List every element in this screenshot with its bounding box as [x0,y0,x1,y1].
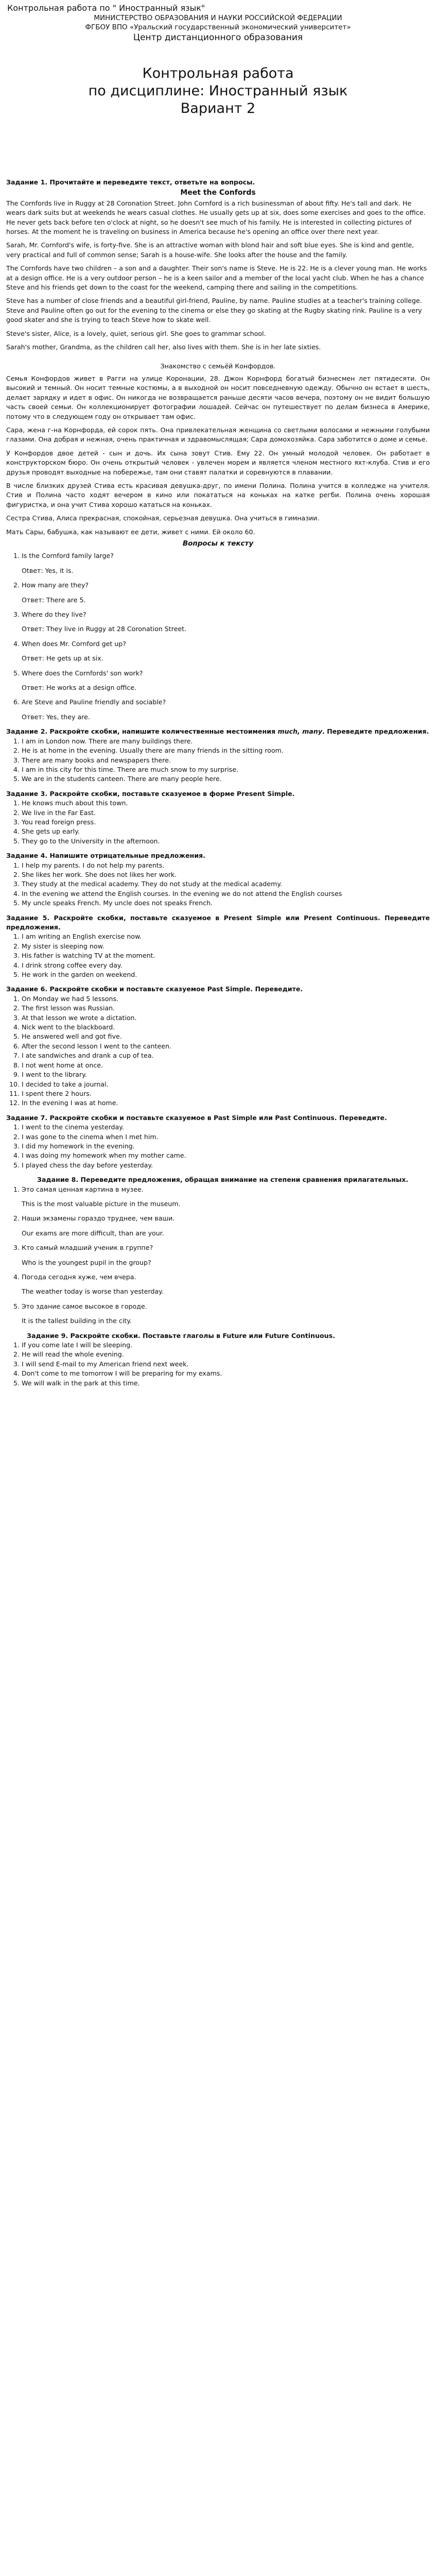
title-line-2: по дисциплине: Иностранный язык [88,83,348,99]
list-item: 4. I am in this city for this time. There are much snow to my surprise. [22,765,430,774]
en-paragraph: The Cornfords have two children – a son and a daughter. Their son's name is Steve. He is 22. He is a clever young man. He works at a design office. He is a very outdoor person – he is a keen sailor and a member of the local yacht club. When he has a chance Steve and his friends get down to the coast for the weekend, camping there and sailing in the competitions. [6,264,427,292]
title-line-3: Вариант 2 [180,100,256,116]
ru-sentence: 5. Это здание самое высокое в городе. [22,1302,147,1310]
en-paragraph: Sarah's mother, Grandma, as the children call her, also lives with them. She is in her late sixties. [6,343,321,351]
task2-list [6,737,430,784]
list-item: 4. I drink strong coffee every day. [22,961,430,970]
task2-heading-a: Задание 2. Раскройте скобки, напишите количественные местоимения [6,727,276,736]
ru-sentence: 4. Погода сегодня хуже, чем вчера. [22,1273,136,1281]
task7-heading: Задание 7. Раскройте скобки и поставьте сказуемое в Past Simple или Past Continuous. Переведите. [6,1113,387,1122]
en-sentence: Who is the youngest pupil in the group? [22,1258,151,1266]
list-item: 2. I was gone to the cinema when I met him. [22,1132,430,1142]
list-item: 4. In the evening we attend the English courses. In the evening we do not attend the English courses [22,889,430,899]
questions-title: Вопросы к тексту [182,539,254,548]
title-line-1: Контрольная работа [142,65,294,81]
list-item: 5. He answered well and got five. [22,1032,430,1041]
en-sentence: It is the tallest building in the city. [22,1317,132,1325]
list-item [22,551,430,575]
answer: Ответ: They live in Ruggy at 28 Coronation Street. [22,625,187,633]
list-item: 5. We are in the students canteen. There are many people here. [22,774,430,784]
question: 2. How many are they? [22,581,89,589]
task6-list [6,994,430,1108]
ru-sentence: 1. Это самая ценная картина в музее. [22,1185,144,1193]
task3-list [6,799,430,846]
document-body [0,178,436,1388]
list-item: 9. I went to the library. [22,1070,430,1079]
en-sentence: Our exams are more difficult, than are your. [22,1229,164,1237]
answer: Ответ: Yes, they are. [22,713,90,721]
ministry-line: МИНИСТЕРСТВО ОБРАЗОВАНИЯ И НАУКИ РОССИЙСКОЙ ФЕДЕРАЦИИ [94,14,342,22]
title-block [0,65,436,117]
task2-heading-b: much, many [277,727,322,736]
russian-text [6,374,430,537]
list-item: 5. My uncle speaks French. My uncle does not speaks French. [22,899,430,908]
list-item: 1. He knows much about this town. [22,799,430,808]
list-item [22,581,430,605]
list-item: 8. I not went home at once. [22,1061,430,1070]
list-item: 10. I decided to take a journal. [22,1080,430,1089]
list-item: 4. Nick went to the blackboard. [22,1023,430,1032]
list-item: 2. The first lesson was Russian. [22,1004,430,1013]
ru-paragraph: Семья Конфордов живет в Рагги на улице Коронации, 28. Джон Корнфорд богатый бизнесмен лет пятидесяти. Он высокий и темный. Он носит темные костюмы, а в выходной он носит повседневную одежду. Обычно он встает в шесть, делает зарядку и идет в офис. Он никогда не возвращается раньше десяти часов вечера, поэтому он не видит большую часть своей семьи. Он коллекционирует фотографии лошадей. Сейчас он путешествует по делам бизнеса в Америке, потому что в следующем году он открывает там офис. [6,374,430,420]
en-sentence: The weather today is worse than yesterday. [22,1287,164,1296]
list-item: 7. I ate sandwiches and drank a cup of tea. [22,1051,430,1060]
list-item [22,1302,430,1326]
list-item [22,1214,430,1238]
ru-sentence: 3. Кто самый младший ученик в группе? [22,1244,153,1252]
list-item: 2. He will read the whole evening. [22,1350,430,1359]
question: 1. Is the Cornford family large? [22,552,114,560]
ru-sentence: 2. Наши экзамены гораздо труднее, чем ваши. [22,1214,175,1223]
task8-heading: Задание 8. Переведите предложения, обращая внимание на степени сравнения прилагательных. [37,1176,409,1184]
center-line: Центр дистанционного образования [133,32,303,43]
list-item [22,1243,430,1267]
ru-paragraph: Мать Сары, бабушка, как называют ее дети, живет с ними. Ей около 60. [6,528,255,536]
university-line: ФГБОУ ВПО «Уральский государственный экономический университет» [85,23,351,31]
list-item [22,610,430,634]
en-sentence: This is the most valuable picture in the museum. [22,1199,181,1208]
header-title: Контрольная работа по " Иностранный язык" [7,3,205,13]
list-item: 6. After the second lesson I went to the canteen. [22,1042,430,1051]
question: 5. Where does the Cornfords' son work? [22,669,143,677]
list-item: 3. I did my homework in the evening. [22,1142,430,1151]
list-item [22,1273,430,1297]
list-item: 5. He work in the garden on weekend. [22,970,430,979]
list-item: 3. There are many books and newspapers there. [22,756,430,765]
ru-title: Знакомство с семьёй Конфордов. [160,362,276,370]
answer: Ответ: There are 5. [22,596,86,604]
list-item: 1. I am writing an English exercise now. [22,932,430,941]
list-item: 1. I am in London now. There are many buildings there. [22,737,430,746]
document-header [0,0,436,43]
list-item: 5. I played chess the day before yesterday. [22,1161,430,1170]
list-item: 4. I was doing my homework when my mother came. [22,1151,430,1160]
list-item [22,669,430,693]
question: 6. Are Steve and Pauline friendly and sociable? [22,698,166,706]
list-item: 3. At that lesson we wrote a dictation. [22,1013,430,1023]
task1-heading: Задание 1. Прочитайте и переведите текст, ответьте на вопросы. [6,178,255,186]
text-title: Meet the Confords [180,189,256,197]
task8-list [6,1185,430,1326]
list-item: 3. They study at the medical academy. They do not study at the medical academy. [22,879,430,889]
task2-heading [6,727,430,736]
task7-list [6,1123,430,1170]
ru-paragraph: У Конфордов двое детей - сын и дочь. Их сына зовут Стив. Ему 22. Он умный молодой человек. Он работает в конструкторском бюро. Он очень открытый человек - увлечен морем и является членом местного яхт-клуба. Стив и его друзья проводят выходные на побережье, там они ставят палатки и соревнуются в плавании. [6,449,430,476]
questions-list [6,551,430,722]
list-item: 3. His father is watching TV at the moment. [22,951,430,960]
list-item [22,1185,430,1209]
list-item: 2. She likes her work. She does not likes her work. [22,870,430,879]
answer: Ответ: He works at a design office. [22,684,136,692]
task4-heading: Задание 4. Напишите отрицательные предложения. [6,852,205,860]
ru-paragraph: Сестра Стива, Алиса прекрасная, спокойная, серьезная девушка. Она учиться в гимназии. [6,514,320,522]
list-item: 12. In the evening I was at home. [22,1098,430,1108]
answer: Otвет: Yes, it is. [22,566,74,574]
task9-list [6,1341,430,1388]
task3-heading: Задание 3. Раскройте скобки, поставьте сказуемое в форме Present Simple. [6,789,295,798]
english-text [6,199,430,352]
ru-paragraph: Сара, жена г-на Корнфорда, ей сорок пять. Она привлекательная женщина со светлыми волосами и нежными голубыми глазами. Она добрая и нежная, очень практичная и здравомыслящая; Сара домохозяйка. Сара заботится о доме и семье. [6,426,430,444]
list-item: 4. Don't come to me tomorrow I will be preparing for my exams. [22,1369,430,1378]
list-item: 2. We live in the Far East. [22,808,430,818]
task5-list [6,932,430,979]
question: 3. Where do they live? [22,611,86,619]
list-item: 1. If you come late I will be sleeping. [22,1341,430,1350]
task5-heading: Задание 5. Раскройте скобки, поставьте сказуемое в Present Simple или Present Continuous. Переведите предложения. [6,913,430,931]
task2-heading-c: . Переведите предложения. [322,727,429,736]
question: 4. When does Mr. Cornford get up? [22,639,126,648]
list-item: 2. My sister is sleeping now. [22,942,430,951]
ru-paragraph: В числе близких друзей Стива есть красивая девушка-друг, по имени Полина. Полина учится в колледже на учителя. Стив и Полина часто ходят вечером в кино или покататься на коньках на катке регби. Полина очень хорошая фигуристка, и она учит Стива хорошо кататься на коньках. [6,481,430,509]
list-item: 1. I went to the cinema yesterday. [22,1123,430,1132]
list-item: 4. She gets up early. [22,827,430,836]
list-item: 11. I spent there 2 hours. [22,1089,430,1098]
task9-heading: Задание 9. Раскройте скобки. Поставьте глаголы в Future или Future Continuous. [27,1331,335,1340]
list-item: 5. We will walk in the park at this time. [22,1379,430,1388]
list-item: 5. They go to the University in the afternoon. [22,837,430,846]
en-paragraph: Steve's sister, Alice, is a lovely, quiet, serious girl. She goes to grammar school. [6,329,266,337]
en-paragraph: Sarah, Mr. Cornford's wife, is forty-five. She is an attractive woman with blond hair and soft blue eyes. She is kind and gentle, very practical and full of common sense; Sarah is a house-wife. She looks after the house and the family. [6,241,414,259]
answer: Ответ: He gets up at six. [22,654,103,663]
en-paragraph: Steve has a number of close friends and a beautiful girl-friend, Pauline, by name. Pauline studies at a teacher's training college. Steve and Pauline often go out for the evening to the cinema or else they go skating at the Rugby skating rink. Pauline is a very good skater and she is trying to teach Steve how to skate well. [6,297,422,324]
list-item: 1. I help my parents. I do not help my parents. [22,861,430,870]
list-item: 2. He is at home in the evening. Usually there are many friends in the sitting room. [22,746,430,755]
list-item [22,639,430,664]
en-paragraph: The Cornfords live in Ruggy at 28 Coronation Street. John Cornford is a rich businessman of about fifty. He's tall and dark. He wears dark suits but at weekends he wears casual clothes. He usually gets up at six, does some exercises and goes to the office. He never gets back before ten o'clock at night, so he doesn't see much of his family. He is interested in collecting pictures of horses. At the moment he is traveling on business in America because he's opening an office over there next year. [6,199,426,236]
list-item: 3. You read foreign press. [22,818,430,827]
list-item: 1. On Monday we had 5 lessons. [22,994,430,1004]
list-item: 3. I will send E-mail to my American friend next week. [22,1360,430,1369]
list-item [22,698,430,722]
task4-list [6,861,430,908]
task6-heading: Задание 6. Раскройте скобки и поставьте сказуемое Past Simple. Переведите. [6,985,303,993]
